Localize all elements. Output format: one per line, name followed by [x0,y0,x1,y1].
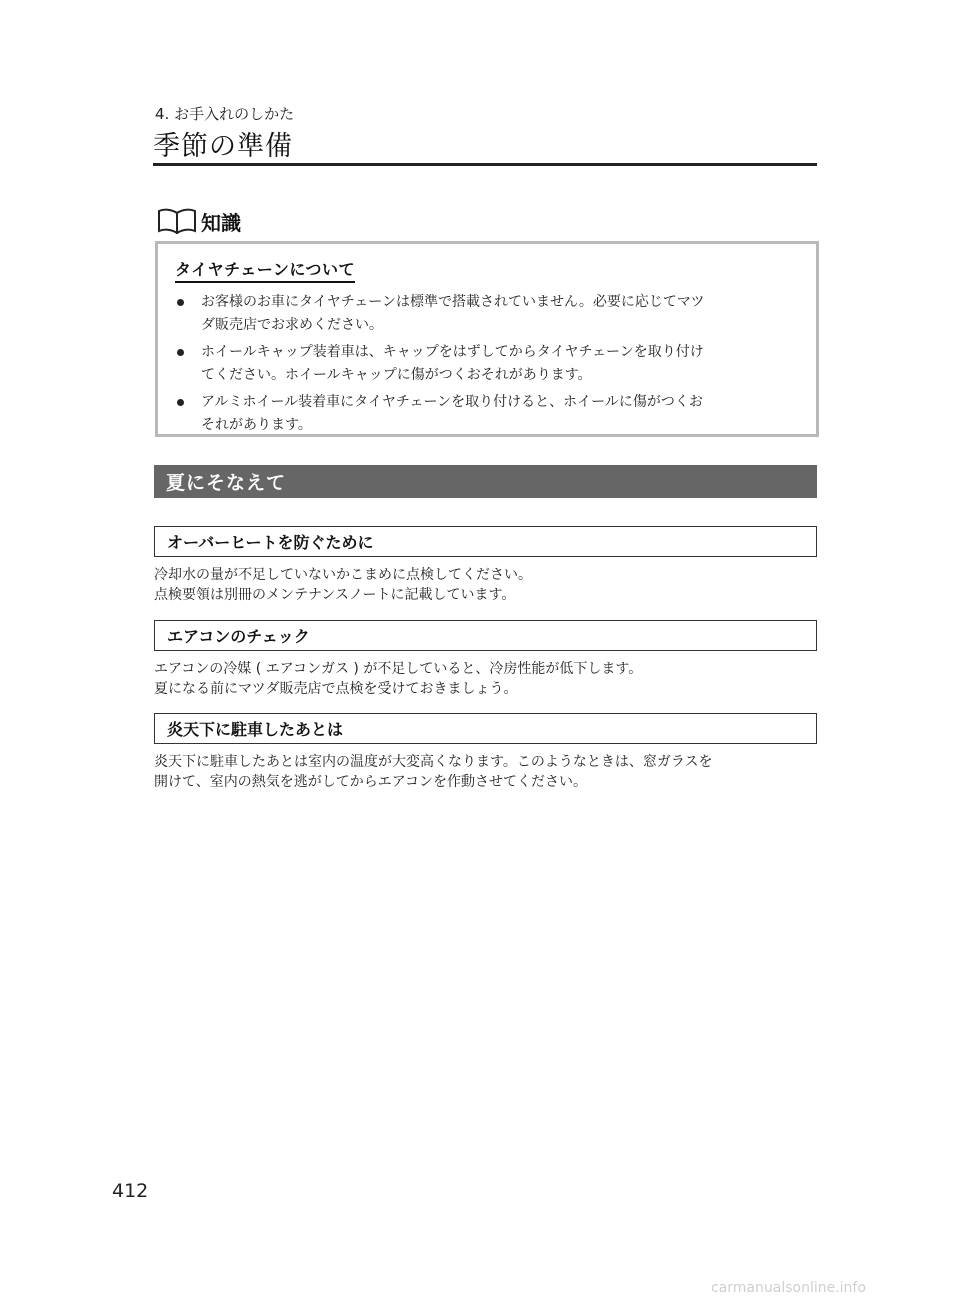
title-rule [153,163,817,166]
watermark: carmanualsonline.info [711,1280,866,1296]
bullet-dot [177,399,184,406]
paragraph-line: 夏になる前にマツダ販売店で点検を受けておきましょう。 [154,681,518,697]
bullet-line: てください。ホイールキャップに傷がつくおそれがあります。 [201,367,592,383]
list-item [172,341,804,387]
bullet-line: お客様のお車にタイヤチェーンは標準で搭載されていません。必要に応じてマツ [201,294,705,310]
knowledge-heading [157,206,241,236]
page-number: 412 [112,1180,149,1202]
bullet-line: それがあります。 [201,417,312,433]
bullet-line: ホイールキャップ装着車は、キャップをはずしてからタイヤチェーンを取り付け [201,344,704,360]
paragraph [154,565,824,605]
page-title: 季節の準備 [153,131,293,162]
subsection-heading: エアコンのチェック [154,620,817,651]
subsection-heading: 炎天下に駐車したあとは [154,713,817,744]
paragraph-line: エアコンの冷媒 ( エアコンガス ) が不足していると、冷房性能が低下します。 [154,661,643,677]
paragraph-line: 冷却水の量が不足していないかこまめに点検してください。 [154,567,532,583]
bullet-dot [177,299,184,306]
list-item [172,391,804,437]
paragraph [154,659,824,699]
knowledge-title: 知識 [201,210,241,235]
paragraph-line: 開けて、室内の熱気を逃がしてからエアコンを作動させてください。 [154,774,588,790]
chapter-label: 4. お手入れのしかた [155,105,295,123]
paragraph-line: 炎天下に駐車したあとは室内の温度が大変高くなります。このようなときは、窓ガラスを [154,754,713,770]
paragraph [154,752,824,792]
knowledge-box [155,241,819,437]
list-item [172,291,804,337]
bullet-line: アルミホイール装着車にタイヤチェーンを取り付けると、ホイールに傷がつくお [201,394,703,410]
bullet-line: ダ販売店でお求めください。 [201,317,383,333]
bullet-dot [177,349,184,356]
subsection-heading: オーバーヒートを防ぐために [154,526,817,557]
book-icon [157,208,197,234]
bullet-list [172,291,804,441]
knowledge-subheading: タイヤチェーンについて [175,257,355,283]
paragraph-line: 点検要領は別冊のメンテナンスノートに記載しています。 [154,587,516,603]
section-heading: 夏にそなえて [154,465,817,498]
